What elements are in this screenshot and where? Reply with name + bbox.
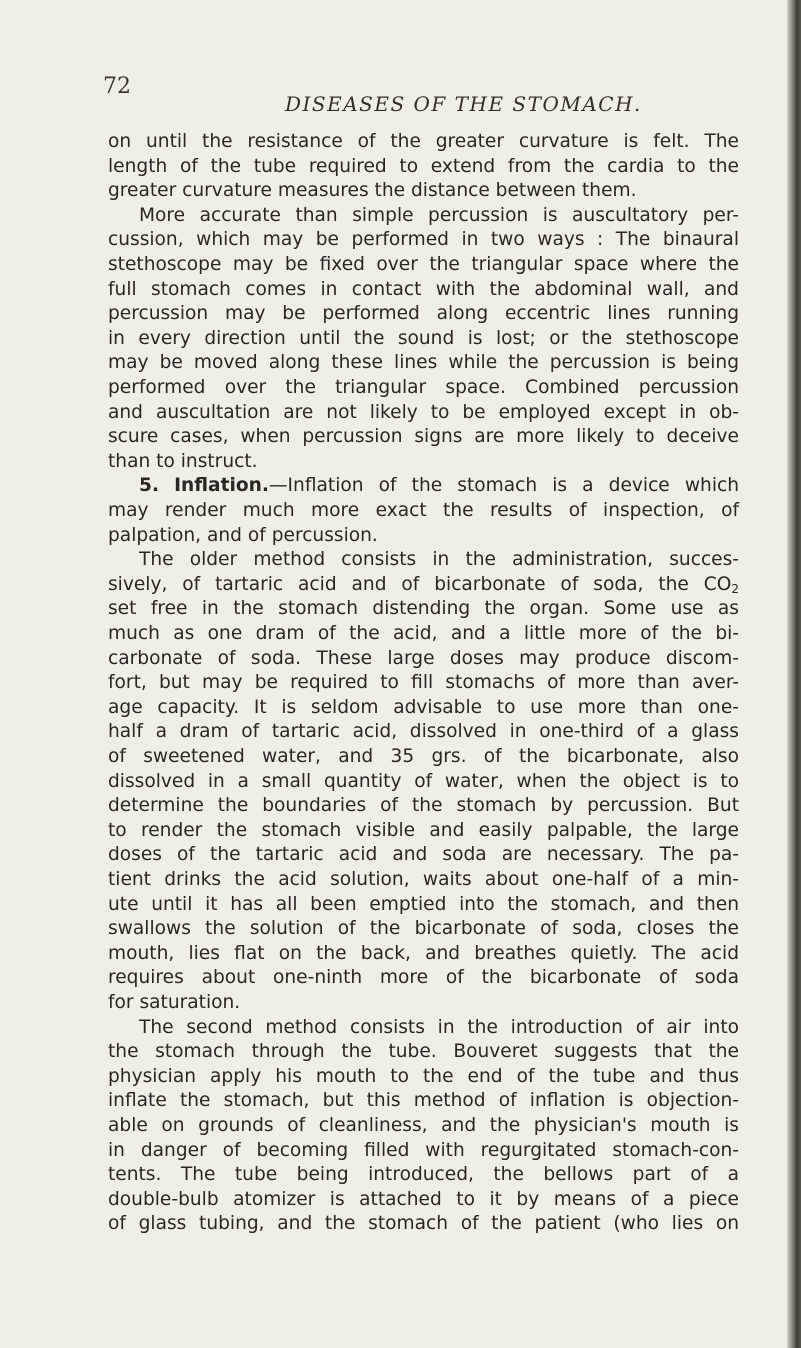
text-line: palpation, and of percussion. xyxy=(108,524,378,546)
text-line: to render the stomach visible and easily palpable, the large xyxy=(108,819,739,841)
text-line: inflate the stomach, but this method of inflation is objection- xyxy=(108,1090,739,1112)
text-line: greater curvature measures the distance between them. xyxy=(108,180,637,202)
text-line: age capacity. It is seldom advisable to use more than one- xyxy=(108,696,739,718)
text-line: sively, of tartaric acid and of bicarbonate of soda, the CO xyxy=(108,573,732,595)
text-line: half a dram of tartaric acid, dissolved in one-third of a glass xyxy=(108,721,739,743)
text-line: dissolved in a small quantity of water, when the object is to xyxy=(108,770,739,792)
text-line: doses of the tartaric acid and soda are necessary. The pa- xyxy=(108,844,739,866)
text-line: set free in the stomach distending the organ. Some use as xyxy=(108,598,739,620)
section-heading: Inflation. xyxy=(174,475,269,497)
text-line: carbonate of soda. These large doses may produce discom- xyxy=(108,647,739,669)
text-line: than to instruct. xyxy=(108,450,258,472)
text-line: in danger of becoming filled with regurgitated stomach-con- xyxy=(108,1139,739,1161)
text-line: may be moved along these lines while the percussion is being xyxy=(108,352,739,374)
text-line: in every direction until the sound is lost; or the stethoscope xyxy=(108,327,739,349)
text-line: ute until it has all been emptied into the stomach, and then xyxy=(108,893,739,915)
text-line: double-bulb atomizer is attached to it by means of a piece xyxy=(108,1188,739,1210)
text-line: requires about one-ninth more of the bicarbonate of soda xyxy=(108,967,739,989)
text-line: and auscultation are not likely to be employed except in ob- xyxy=(108,401,739,423)
text-line: length of the tube required to extend from the cardia to the xyxy=(108,155,739,177)
paragraph-first-line: The older method consists in the administration, succes- xyxy=(139,549,739,571)
text-line: tient drinks the acid solution, waits about one-half of a min- xyxy=(108,869,739,890)
text-line: much as one dram of the acid, and a little more of the bi- xyxy=(108,623,739,644)
text-line: determine the boundaries of the stomach by percussion. But xyxy=(108,795,739,817)
text-line: of glass tubing, and the stomach of the patient (who lies on xyxy=(108,1213,739,1235)
page-number: 72 xyxy=(103,74,131,99)
paragraph-first-line: The second method consists in the introduction of air into xyxy=(139,1016,739,1038)
text-line: scure cases, when percussion signs are more likely to deceive xyxy=(108,426,739,448)
text-line: of sweetened water, and 35 grs. of the bicarbonate, also xyxy=(108,746,739,767)
text-line: mouth, lies flat on the back, and breathes quietly. The acid xyxy=(108,942,739,964)
subscript: 2 xyxy=(731,581,739,596)
running-head: DISEASES OF THE STOMACH. xyxy=(285,92,642,116)
text-line: cussion, which may be performed in two ways : The binaural xyxy=(108,229,739,251)
section-heading-line xyxy=(108,474,739,499)
text-line: percussion may be performed along eccentric lines running xyxy=(108,303,739,325)
text-line: for saturation. xyxy=(108,992,241,1013)
text-line: stethoscope may be fixed over the triangular space where the xyxy=(108,254,739,275)
text-line: may render much more exact the results of inspection, of xyxy=(108,500,739,521)
text-line: performed over the triangular space. Combined percussion xyxy=(108,377,739,398)
text-line: on until the resistance of the greater curvature is felt. The xyxy=(108,131,739,152)
paragraph-first-line: More accurate than simple percussion is auscultatory per- xyxy=(139,204,739,226)
text-line: the stomach through the tube. Bouveret suggests that the xyxy=(108,1041,739,1063)
text-line: tents. The tube being introduced, the bellows part of a xyxy=(108,1164,739,1186)
section-number: 5. xyxy=(139,475,160,497)
section-heading-text: —Inflation of the stomach is a device which xyxy=(268,475,740,497)
text-line: able on grounds of cleanliness, and the physician's mouth is xyxy=(108,1115,739,1136)
page-edge-shadow xyxy=(787,0,801,1348)
text-line-with-formula xyxy=(108,573,739,598)
text-line: full stomach comes in contact with the abdominal wall, and xyxy=(108,278,739,300)
text-line: swallows the solution of the bicarbonate of soda, closes the xyxy=(108,918,739,940)
text-line: fort, but may be required to fill stomachs of more than aver- xyxy=(108,672,739,694)
text-line: physician apply his mouth to the end of the tube and thus xyxy=(108,1065,739,1087)
